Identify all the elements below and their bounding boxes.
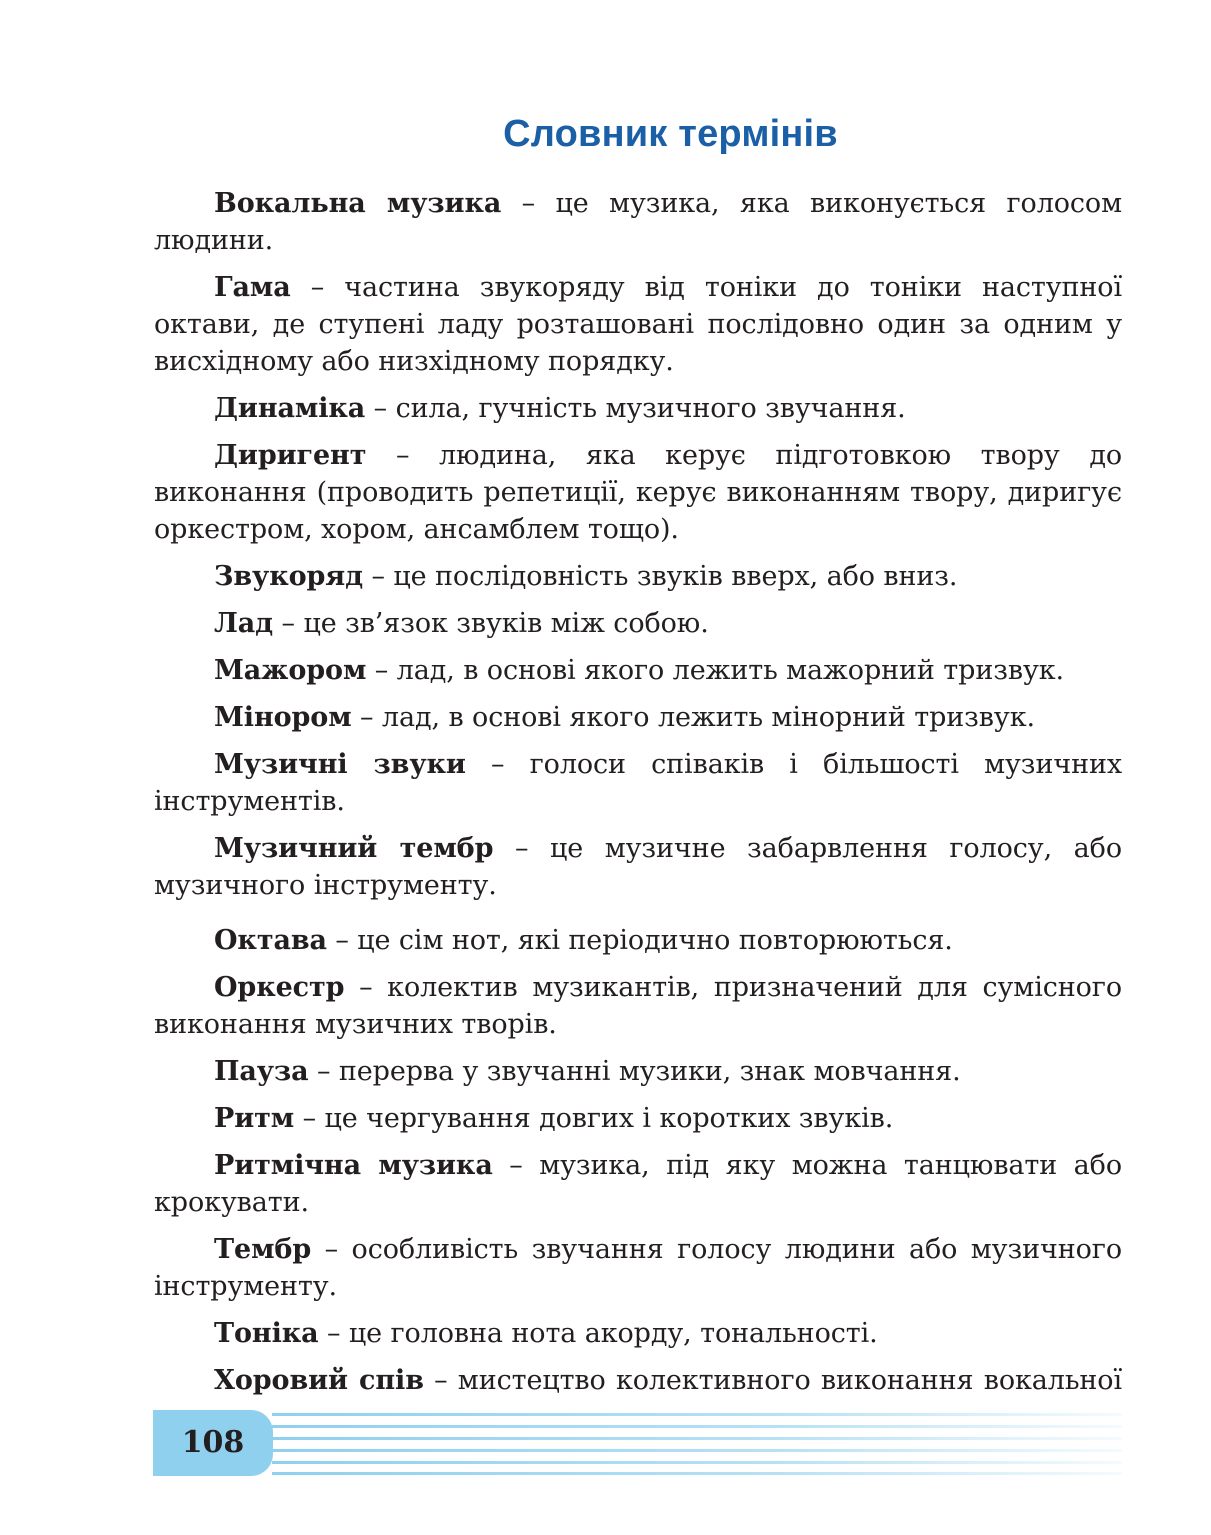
glossary-term: Хоровий спів	[214, 1365, 424, 1396]
glossary-term: Пауза	[214, 1056, 309, 1087]
glossary-term: Ритм	[214, 1103, 295, 1134]
glossary-entry-musical-timbre	[154, 830, 1122, 904]
glossary-definition: – лад, в основі якого лежить мінорний тризвук.	[351, 702, 1035, 733]
glossary-entry-rhythm	[154, 1100, 1122, 1137]
footer-stripe	[272, 1425, 1122, 1428]
glossary-definition: – перерва у звучанні музики, знак мовчання.	[308, 1056, 961, 1087]
footer-stripe	[272, 1461, 1122, 1464]
glossary-list	[154, 185, 1122, 1446]
glossary-term: Лад	[214, 608, 274, 639]
glossary-term: Мажором	[214, 655, 367, 686]
glossary-term: Тембр	[214, 1234, 312, 1265]
glossary-definition: – музика, під яку можна танцювати або крокувати.	[154, 1150, 1122, 1218]
glossary-definition: – мистецтво колективного виконання вокальної	[434, 1365, 1122, 1396]
glossary-term: Оркестр	[214, 972, 345, 1003]
glossary-definition: – це музичне забарвлення голосу, або музичного інструменту.	[154, 833, 1122, 901]
glossary-definition: – частина звукоряду від тоніки до тоніки наступної октави, де ступені ладу розташовані послідовно один за одним у висхідному або низхідному порядку.	[154, 272, 1122, 377]
glossary-entry-conductor	[154, 437, 1122, 548]
glossary-term: Гама	[214, 272, 291, 303]
glossary-entry-orchestra	[154, 969, 1122, 1043]
glossary-entry-rhythmic-music	[154, 1147, 1122, 1221]
glossary-definition: – це музика, яка виконується голосом людини.	[154, 188, 1122, 256]
glossary-term: Тоніка	[214, 1318, 319, 1349]
glossary-definition: – це сім нот, які періодично повторюються.	[326, 925, 953, 956]
glossary-term: Динаміка	[214, 393, 366, 424]
glossary-entry-scale	[154, 269, 1122, 380]
glossary-term: Вокальна музика	[214, 188, 502, 219]
glossary-term: Звукоряд	[214, 561, 364, 592]
page-title: Словник термінів	[503, 113, 838, 155]
glossary-term: Музичні звуки	[214, 749, 466, 780]
glossary-term: Диригент	[214, 440, 367, 471]
footer-stripe	[272, 1472, 1122, 1475]
glossary-term: Музичний тембр	[214, 833, 494, 864]
glossary-entry-dynamics	[154, 390, 1122, 427]
footer-stripes	[272, 1410, 1122, 1476]
page-number: 108	[181, 1425, 245, 1460]
glossary-entry-sound-row	[154, 558, 1122, 595]
glossary-definition: – сила, гучність музичного звучання.	[365, 393, 906, 424]
glossary-entry-minor	[154, 699, 1122, 736]
glossary-definition: – це чергування довгих і коротких звуків.	[294, 1103, 894, 1134]
glossary-definition: – це зв’язок звуків між собою.	[273, 608, 709, 639]
glossary-term: Ритмічна музика	[214, 1150, 493, 1181]
glossary-entry-musical-sounds	[154, 746, 1122, 820]
glossary-definition: – голоси співаків і більшості музичних інструментів.	[154, 749, 1123, 817]
glossary-term: Мінором	[214, 702, 352, 733]
glossary-definition: – особливість звучання голосу людини або музичного інструменту.	[154, 1234, 1122, 1302]
glossary-definition: – колектив музикантів, призначений для сумісного виконання музичних творів.	[154, 972, 1122, 1040]
glossary-entry-vocal-music	[154, 185, 1122, 259]
glossary-entry-major	[154, 652, 1122, 689]
glossary-entry-timbre	[154, 1231, 1122, 1305]
footer-stripe	[272, 1437, 1122, 1440]
glossary-definition: – це послідовність звуків вверх, або вниз.	[363, 561, 958, 592]
glossary-definition: – це головна нота акорду, тональності.	[318, 1318, 878, 1349]
footer-stripe	[272, 1449, 1122, 1452]
glossary-entry-octave	[154, 922, 1122, 959]
glossary-definition: – лад, в основі якого лежить мажорний тризвук.	[366, 655, 1064, 686]
glossary-definition: – людина, яка керує підготовкою твору до виконання (проводить репетиції, керує виконанням твору, диригує оркестром, хором, ансамблем тощо).	[154, 440, 1122, 545]
footer-stripe	[272, 1413, 1122, 1416]
glossary-entry-mode	[154, 605, 1122, 642]
glossary-entry-pause	[154, 1053, 1122, 1090]
glossary-term: Октава	[214, 925, 327, 956]
glossary-entry-tonic	[154, 1315, 1122, 1352]
